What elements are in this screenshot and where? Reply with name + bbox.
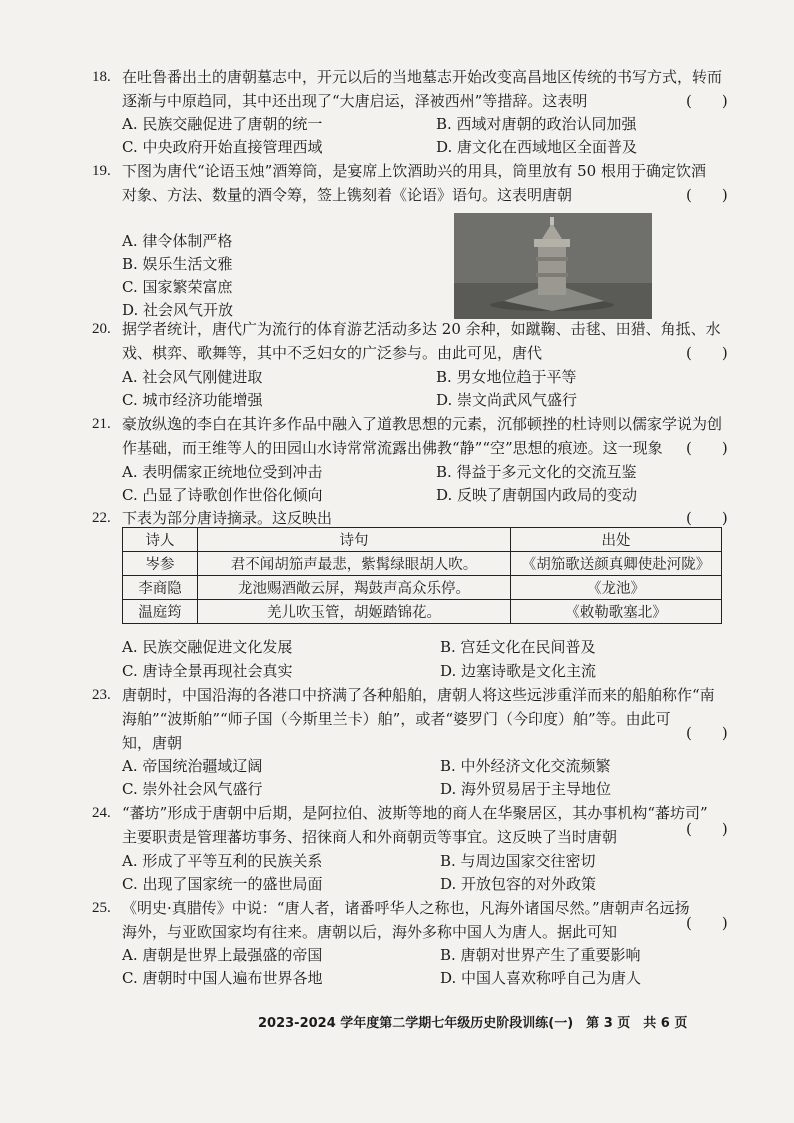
q22-answer-paren: ( )	[686, 509, 728, 527]
q20-number: 20.	[92, 321, 111, 337]
table-header-cell: 诗句	[198, 528, 511, 552]
q24-option-c: C. 出现了国家统一的盛世局面	[122, 875, 323, 893]
q25-number: 25.	[92, 900, 111, 916]
q20-stem-line1: 据学者统计，唐代广为流行的体育游艺活动多达 20 余种，如蹴鞠、击毬、田猎、角抵、水	[122, 320, 721, 338]
q21-stem-line1: 豪放纵逸的李白在其许多作品中融入了道教思想的元素，沉郁顿挫的杜诗则以儒家学说为创	[122, 415, 723, 433]
q25-answer-paren: ( )	[686, 914, 728, 932]
q18-option-a: A. 民族交融促进了唐朝的统一	[122, 115, 323, 133]
table-cell: 龙池赐酒敞云屏，羯鼓声高众乐停。	[198, 576, 511, 600]
table-cell: 李商隐	[123, 576, 198, 600]
q19-stem-line2: 对象、方法、数量的酒令筹，签上镌刻着《论语》语句。这表明唐朝	[122, 186, 573, 204]
q24-number: 24.	[92, 805, 111, 821]
q18-answer-paren: ( )	[686, 92, 728, 110]
q25-option-d: D. 中国人喜欢称呼自己为唐人	[440, 969, 642, 987]
q23-option-b: B. 中外经济文化交流频繁	[440, 757, 611, 775]
q24-answer-paren: ( )	[686, 820, 728, 838]
table-header-cell: 诗人	[123, 528, 198, 552]
q25-stem-line2: 海外，与亚欧国家均有往来。唐朝以后，海外多称中国人为唐人。据此可知	[122, 923, 618, 941]
q21-option-c: C. 凸显了诗歌创作世俗化倾向	[122, 486, 323, 504]
table-cell: 《龙池》	[511, 576, 722, 600]
q20-option-b: B. 男女地位趋于平等	[436, 368, 577, 386]
table-row	[123, 600, 722, 624]
q23-stem-line1: 唐朝时，中国沿海的各港口中挤满了各种船舶，唐朝人将这些远涉重洋而来的船舶称作“南	[122, 686, 715, 704]
q24-stem-line2: 主要职责是管理蕃坊事务、招徕商人和外商朝贡等事宜。这反映了当时唐朝	[122, 828, 618, 846]
q23-option-c: C. 崇外社会风气盛行	[122, 780, 263, 798]
q23-option-a: A. 帝国统治疆域辽阔	[122, 757, 263, 775]
q21-option-b: B. 得益于多元文化的交流互鉴	[436, 463, 637, 481]
q20-stem-line2: 戏、棋弈、歌舞等，其中不乏妇女的广泛参与。由此可见，唐代	[122, 344, 543, 362]
q19-option-d: D. 社会风气开放	[122, 301, 234, 319]
table-cell: 君不闻胡笳声最悲，紫髯绿眼胡人吹。	[198, 552, 511, 576]
q19-number: 19.	[92, 163, 111, 179]
q22-option-c: C. 唐诗全景再现社会真实	[122, 662, 293, 680]
q19-option-a: A. 律令体制严格	[122, 232, 233, 250]
table-cell: 《胡笳歌送颜真卿使赴河陇》	[511, 552, 722, 576]
q24-option-a: A. 形成了平等互利的民族关系	[122, 852, 323, 870]
q25-option-a: A. 唐朝是世界上最强盛的帝国	[122, 946, 323, 964]
poem-table	[122, 527, 722, 624]
table-row	[123, 552, 722, 576]
q22-stem-line1: 下表为部分唐诗摘录。这反映出	[122, 509, 333, 527]
table-header-row	[123, 528, 722, 552]
q23-option-d: D. 海外贸易居于主导地位	[440, 780, 612, 798]
q21-number: 21.	[92, 416, 111, 432]
q20-option-a: A. 社会风气刚健进取	[122, 368, 263, 386]
q18-stem-line1: 在吐鲁番出土的唐朝墓志中，开元以后的当地墓志开始改变高昌地区传统的书写方式，转而	[122, 68, 723, 86]
table-cell: 温庭筠	[123, 600, 198, 624]
q22-number: 22.	[92, 510, 111, 526]
table-header-cell: 出处	[511, 528, 722, 552]
q22-option-a: A. 民族交融促进文化发展	[122, 638, 293, 656]
q21-stem-line2: 作基础，而王维等人的田园山水诗常常流露出佛教“静”“空”思想的痕迹。这一现象	[122, 439, 663, 457]
q23-number: 23.	[92, 687, 111, 703]
q18-option-c: C. 中央政府开始直接管理西域	[122, 138, 323, 156]
q24-option-b: B. 与周边国家交往密切	[440, 852, 596, 870]
q21-answer-paren: ( )	[686, 439, 728, 457]
q24-stem-line1: “蕃坊”形成于唐朝中后期，是阿拉伯、波斯等地的商人在华聚居区，其办事机构“蕃坊司”	[122, 804, 708, 822]
q23-stem-line3: 知，唐朝	[122, 734, 183, 752]
q20-option-d: D. 崇文尚武风气盛行	[436, 391, 578, 409]
q19-stem-line1: 下图为唐代“论语玉烛”酒筹筒，是宴席上饮酒助兴的用具，筒里放有 50 根用于确定饮酒	[122, 162, 706, 180]
q20-answer-paren: ( )	[686, 344, 728, 362]
table-cell: 羌儿吹玉管，胡姬踏锦花。	[198, 600, 511, 624]
q19-option-b: B. 娱乐生活文雅	[122, 255, 233, 273]
wine-tally-cylinder-photo	[454, 213, 652, 319]
q18-number: 18.	[92, 69, 111, 85]
page-footer: 2023-2024 学年度第二学期七年级历史阶段训练(一) 第 3 页 共 6 页	[258, 1016, 688, 1031]
q20-option-c: C. 城市经济功能增强	[122, 391, 263, 409]
q25-stem-line1: 《明史·真腊传》中说：“唐人者，诸番呼华人之称也，凡海外诸国尽然。”唐朝声名远扬	[122, 899, 690, 917]
q25-option-c: C. 唐朝时中国人遍布世界各地	[122, 969, 323, 987]
q25-option-b: B. 唐朝对世界产生了重要影响	[440, 946, 641, 964]
table-row	[123, 576, 722, 600]
q23-stem-line2: 海舶”“波斯舶”“师子国（今斯里兰卡）舶”，或者“婆罗门（今印度）舶”等。由此可	[122, 710, 671, 728]
q21-option-d: D. 反映了唐朝国内政局的变动	[436, 486, 638, 504]
table-cell: 岑参	[123, 552, 198, 576]
q19-option-c: C. 国家繁荣富庶	[122, 278, 233, 296]
q24-option-d: D. 开放包容的对外政策	[440, 875, 597, 893]
q18-stem-line2: 逐渐与中原趋同，其中还出现了“大唐启运，泽被西州”等措辞。这表明	[122, 92, 588, 110]
q21-option-a: A. 表明儒家正统地位受到冲击	[122, 463, 323, 481]
q18-option-d: D. 唐文化在西域地区全面普及	[436, 138, 638, 156]
q22-option-b: B. 宫廷文化在民间普及	[440, 638, 596, 656]
q23-answer-paren: ( )	[686, 724, 728, 742]
q19-answer-paren: ( )	[686, 186, 728, 204]
q22-option-d: D. 边塞诗歌是文化主流	[440, 662, 597, 680]
table-cell: 《敕勒歌塞北》	[511, 600, 722, 624]
q18-option-b: B. 西域对唐朝的政治认同加强	[436, 115, 637, 133]
